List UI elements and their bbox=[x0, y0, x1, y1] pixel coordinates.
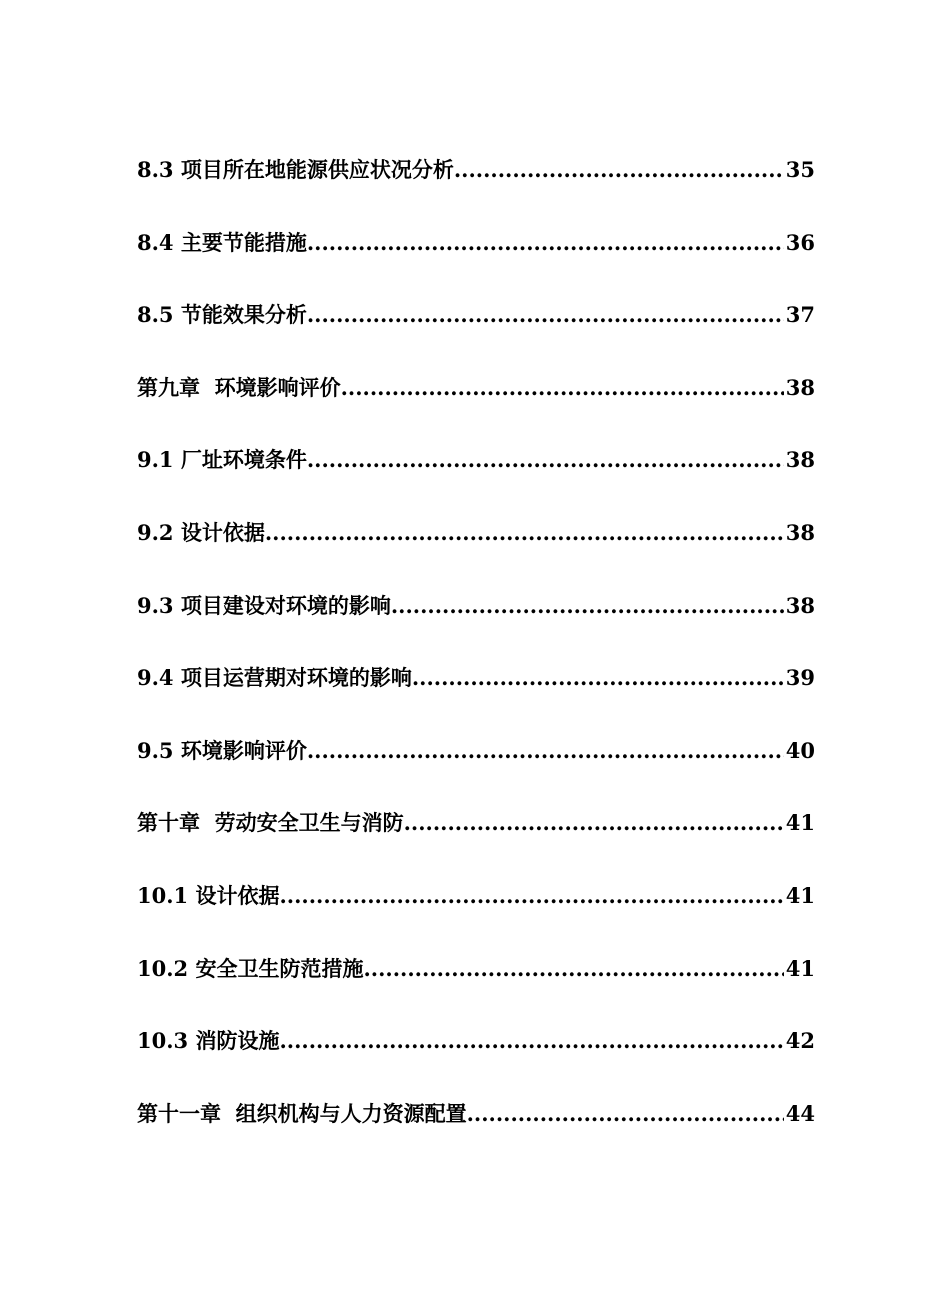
toc-entry-page: 39 bbox=[785, 665, 815, 691]
toc-entry-page: 38 bbox=[785, 374, 815, 400]
toc-entry-page: 42 bbox=[785, 1028, 815, 1054]
toc-entry-title: 9.5 环境影响评价 bbox=[137, 737, 307, 763]
toc-entry-title: 9.4 项目运营期对环境的影响 bbox=[137, 665, 412, 691]
toc-entry[interactable] bbox=[137, 515, 815, 588]
toc-dot-leader bbox=[363, 951, 783, 987]
toc-entry-title: 10.2 安全卫生防范措施 bbox=[137, 955, 364, 981]
toc-entry-page: 40 bbox=[785, 737, 815, 763]
toc-entry-page: 38 bbox=[785, 519, 815, 545]
table-of-contents bbox=[137, 152, 815, 1168]
toc-entry[interactable] bbox=[137, 297, 815, 370]
toc-entry[interactable] bbox=[137, 225, 815, 298]
toc-chapter-entry[interactable] bbox=[137, 1096, 815, 1169]
toc-entry-title: 10.1 设计依据 bbox=[137, 882, 280, 908]
toc-entry-page: 41 bbox=[785, 882, 815, 908]
toc-chapter-title: 第十一章 组织机构与人力资源配置 bbox=[137, 1100, 467, 1126]
toc-entry-title: 9.2 设计依据 bbox=[137, 519, 265, 545]
toc-dot-leader bbox=[341, 370, 784, 406]
toc-entry-page: 38 bbox=[785, 592, 815, 618]
toc-dot-leader bbox=[279, 878, 783, 914]
toc-entry[interactable] bbox=[137, 588, 815, 661]
toc-entry-page: 35 bbox=[785, 157, 815, 182]
toc-entry-page: 41 bbox=[785, 955, 815, 981]
toc-entry[interactable] bbox=[137, 878, 815, 951]
toc-chapter-title: 第九章 环境影响评价 bbox=[137, 374, 341, 400]
toc-dot-leader bbox=[391, 588, 784, 624]
toc-entry[interactable] bbox=[137, 442, 815, 515]
toc-dot-leader bbox=[467, 1096, 784, 1132]
toc-chapter-entry[interactable] bbox=[137, 370, 815, 443]
toc-dot-leader bbox=[307, 733, 784, 769]
toc-dot-leader bbox=[307, 225, 784, 261]
toc-dot-leader bbox=[279, 1023, 783, 1059]
toc-entry-page: 41 bbox=[785, 810, 815, 836]
toc-chapter-title: 第十章 劳动安全卫生与消防 bbox=[137, 810, 404, 836]
toc-entry-title: 9.3 项目建设对环境的影响 bbox=[137, 592, 391, 618]
toc-entry[interactable] bbox=[137, 951, 815, 1024]
toc-entry-page: 38 bbox=[785, 447, 815, 473]
toc-dot-leader bbox=[412, 660, 784, 696]
toc-entry-page: 44 bbox=[785, 1100, 815, 1126]
toc-chapter-entry[interactable] bbox=[137, 805, 815, 878]
toc-entry-page: 36 bbox=[785, 229, 815, 255]
toc-entry-page: 37 bbox=[785, 302, 815, 328]
toc-dot-leader bbox=[454, 152, 784, 188]
toc-entry[interactable] bbox=[137, 733, 815, 806]
toc-dot-leader bbox=[307, 442, 784, 478]
toc-entry-title: 10.3 消防设施 bbox=[137, 1028, 280, 1054]
toc-dot-leader bbox=[404, 805, 784, 841]
toc-dot-leader bbox=[307, 297, 784, 333]
toc-entry-title: 9.1 厂址环境条件 bbox=[137, 447, 307, 473]
toc-entry[interactable] bbox=[137, 152, 815, 225]
toc-entry-title: 8.5 节能效果分析 bbox=[137, 302, 307, 328]
toc-entry-title: 8.3 项目所在地能源供应状况分析 bbox=[137, 157, 454, 182]
toc-entry-title: 8.4 主要节能措施 bbox=[137, 229, 307, 255]
toc-entry[interactable] bbox=[137, 660, 815, 733]
toc-entry[interactable] bbox=[137, 1023, 815, 1096]
toc-dot-leader bbox=[265, 515, 784, 551]
